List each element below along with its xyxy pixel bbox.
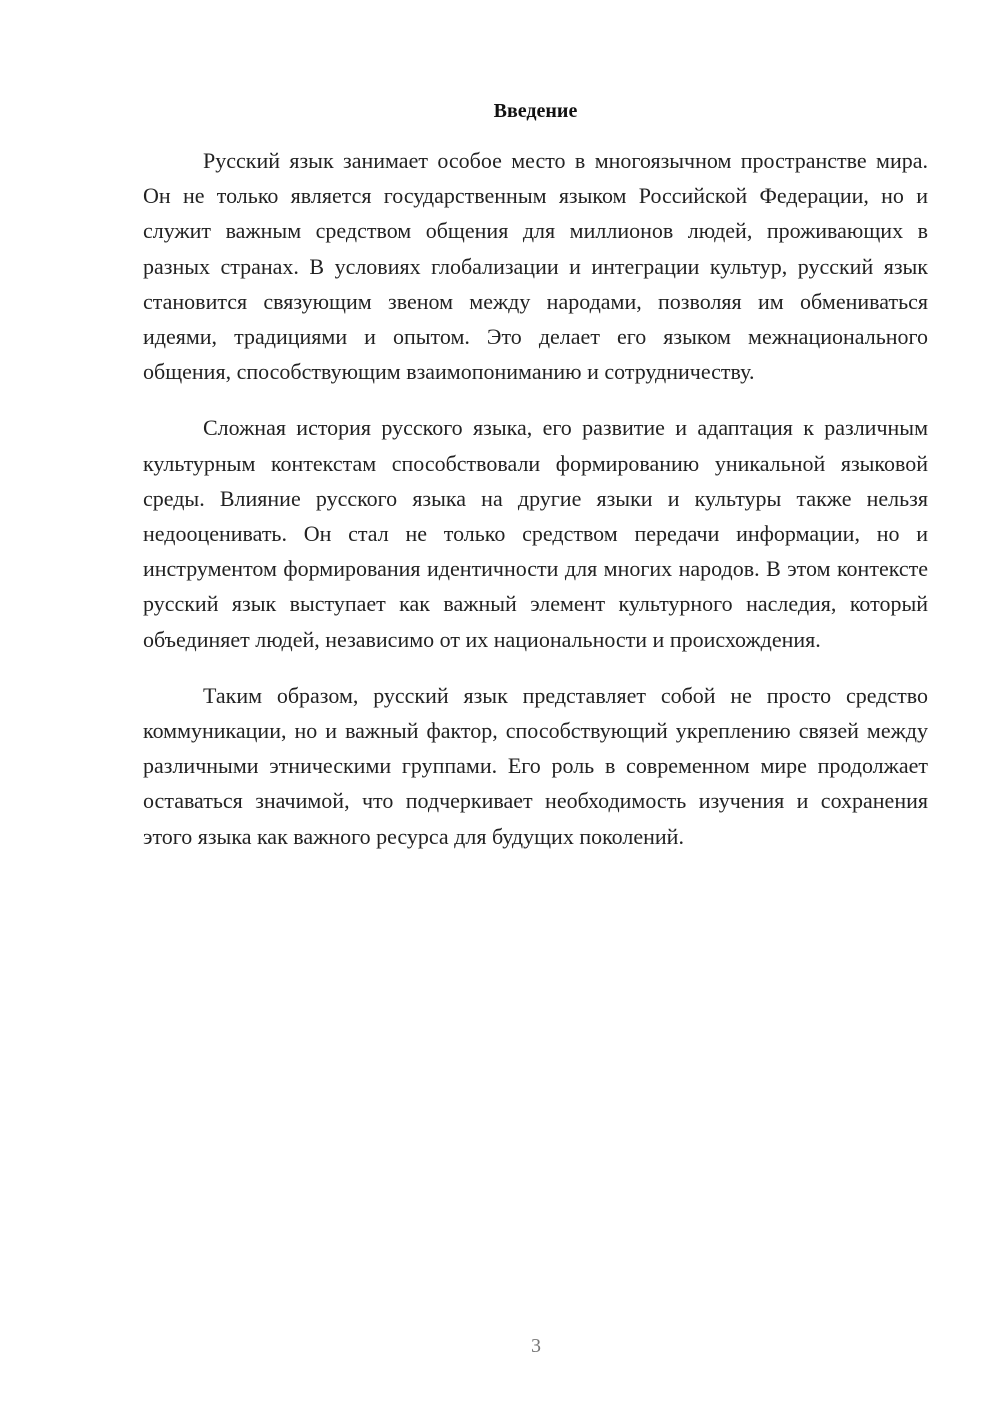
paragraph-2: Сложная история русского языка, его развитие и адаптация к различным культурным контекстам способствовали формированию уникальной языковой среды. Влияние русского языка на другие языки и культуры также нельзя недооценивать. Он стал не только средством передачи информации, но и инструментом формирования идентичности для многих народов. В этом контексте русский язык выступает как важный элемент культурного наследия, который объединяет людей, независимо от их национальности и происхождения. [143,415,928,652]
paragraph-1: Русский язык занимает особое место в многоязычном пространстве мира. Он не только является государственным языком Российской Федерации, но и служит важным средством общения для миллионов людей, проживающих в разных странах. В условиях глобализации и интеграции культур, русский язык становится связующим звеном между народами, позволяя им обмениваться идеями, традициями и опытом. Это делает его языком межнационального общения, способствующим взаимопониманию и сотрудничеству. [143,148,928,385]
paragraph-3: Таким образом, русский язык представляет собой не просто средство коммуникации, но и важный фактор, способствующий укреплению связей между различными этническими группами. Его роль в современном мире продолжает оставаться значимой, что подчеркивает необходимость изучения и сохранения этого языка как важного ресурса для будущих поколений. [143,682,928,849]
page-number: 3 [531,1335,541,1357]
section-heading: Введение [493,100,578,122]
document-body [143,143,928,875]
